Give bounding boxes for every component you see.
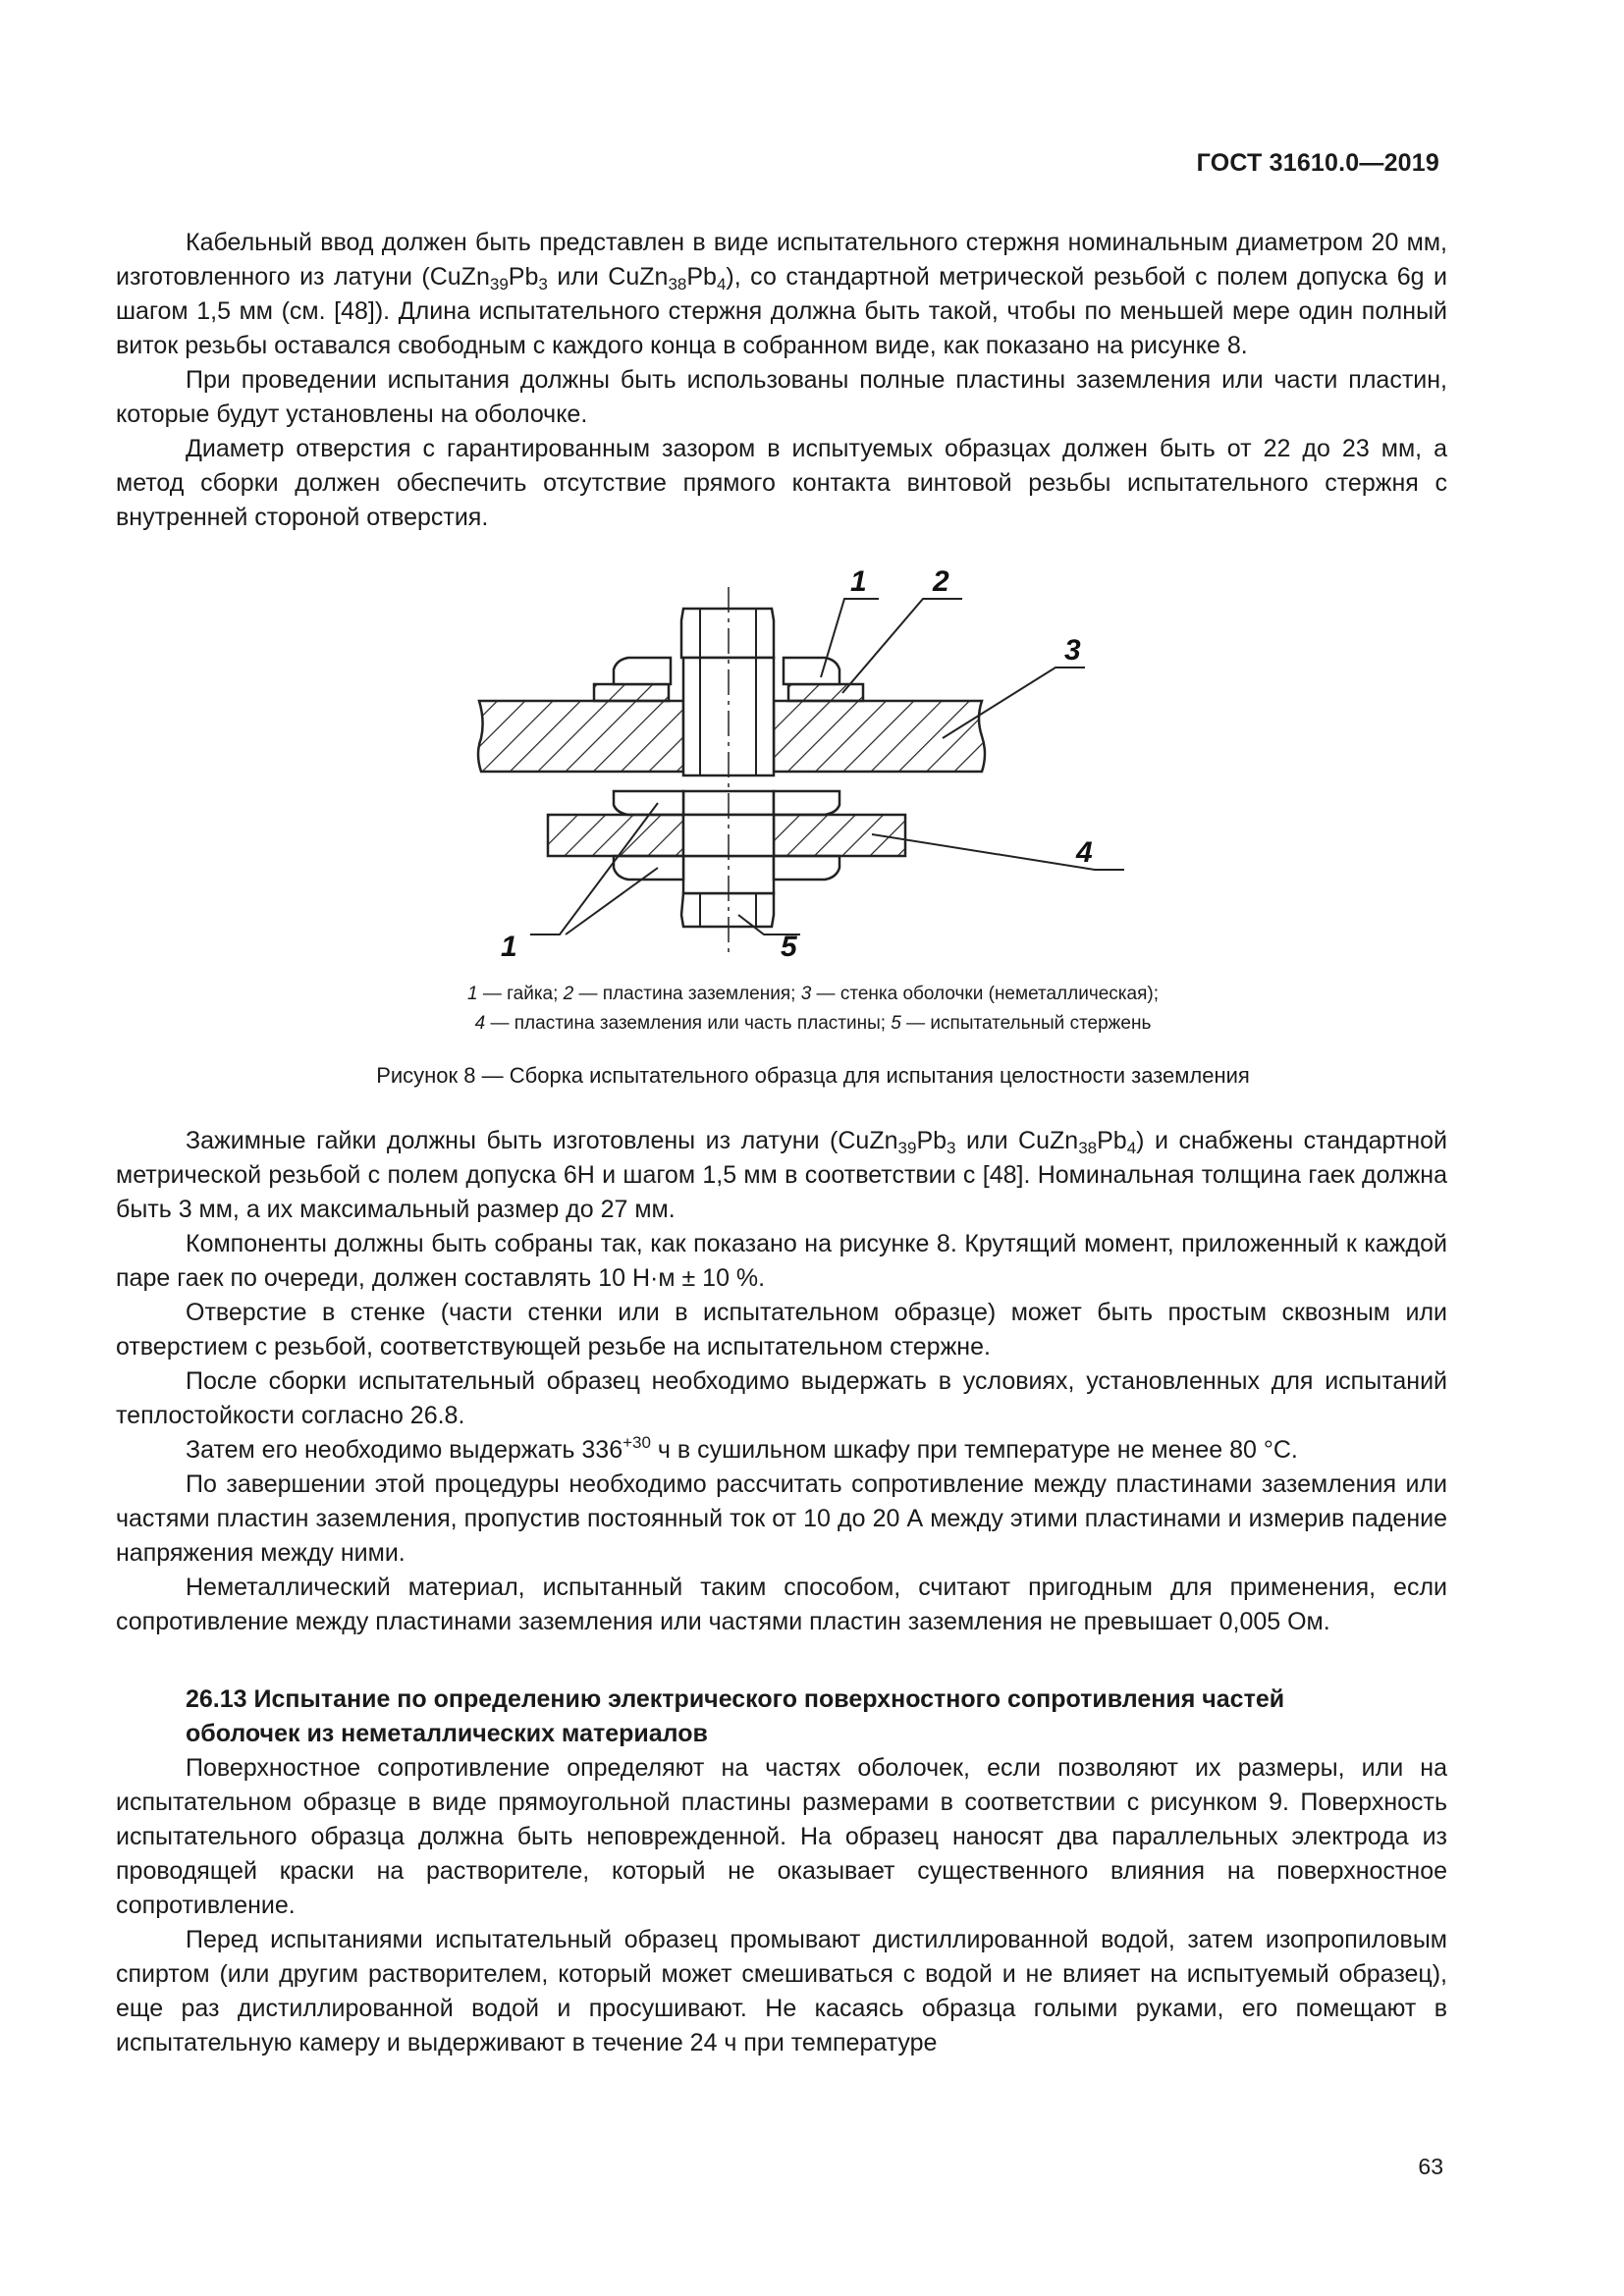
paragraph: Зажимные гайки должны быть изготовлены из латуни ($CuZn_{39}Pb_3$ или $CuZn_{38}Pb_4$) и снабжены стандартной метрической резьбой с полем допуска 6H и шагом 1,5 мм в соответствии с [48]. Номинальная толщина гаек должна быть 3 мм, а их максимальный размер до 27 мм.: [116, 1127, 1447, 1223]
document-code: ГОСТ 31610.0—2019: [1196, 149, 1439, 177]
figure-8-diagram: [461, 569, 1149, 962]
intro-text: [116, 226, 1447, 535]
label-1-bottom: 1: [501, 931, 517, 962]
page-number: 63: [1418, 2154, 1443, 2179]
legend-line-1: 1 — гайка; 2 — пластина заземления; 3 — стенка оболочки (неметаллическая);: [466, 984, 1159, 1004]
paragraph: По завершении этой процедуры необходимо рассчитать сопротивление между пластинами заземления или частями пластин заземления, пропустив постоянный ток от 10 до 20 А между этими пластинами и измерив падение напряжения между ними.: [116, 1470, 1447, 1567]
paragraph: Отверстие в стенке (части стенки или в испытательном образце) может быть простым сквозным или отверстием с резьбой, соответствующей резьбе на испытательном стержне.: [116, 1299, 1447, 1361]
paragraph: Кабельный ввод должен быть представлен в виде испытательного стержня номинальным диаметром 20 мм, изготовленного из латуни ($CuZn_{39}Pb_3$ или $CuZn_{38}Pb_4$), со стандартной метрической резьбой с полем допуска 6g и шагом 1,5 мм (см. [48]). Длина испытательного стержня должна быть такой, чтобы по меньшей мере один полный виток резьбы оставался свободным с каждого конца в собранном виде, как показано на рисунке 8.: [116, 229, 1447, 359]
figure-caption: Рисунок 8 — Сборка испытательного образца для испытания целостности заземления: [376, 1063, 1250, 1088]
paragraph: Перед испытаниями испытательный образец промывают дистиллированной водой, затем изопропиловым спиртом (или другим растворителем, который может смешиваться с водой и не влияет на испытуемый образец), еще раз дистиллированной водой и просушивают. Не касаясь образца голыми руками, его помещают в испытательную камеру и выдерживают в течение 24 ч при температуре: [116, 1926, 1447, 2056]
label-5: 5: [781, 931, 797, 962]
paragraph: При проведении испытания должны быть использованы полные пластины заземления или части пластин, которые будут установлены на оболочке.: [116, 366, 1447, 428]
legend-line-2: 4 — пластина заземления или часть пластины; 5 — испытательный стержень: [474, 1013, 1152, 1034]
paragraph: Затем его необходимо выдержать $336^{+30}$ ч в сушильном шкафу при температуре не менее 80 °С.: [186, 1433, 1298, 1464]
section-26-13: [116, 1682, 1447, 2060]
mid-text: [116, 1124, 1447, 1639]
section-heading: 26.13 Испытание по определению электрического поверхностного сопротивления частей оболочек из неметаллических материалов: [186, 1685, 1285, 1747]
paragraph: Неметаллический материал, испытанный таким способом, считают пригодным для применения, если сопротивление между пластинами заземления или частями пластин заземления не превышает 0,005 Ом.: [116, 1574, 1447, 1635]
figure-legend: [116, 980, 1510, 1039]
label-2: 2: [933, 569, 949, 598]
paragraph: После сборки испытательный образец необходимо выдержать в условиях, установленных для испытаний теплостойкости согласно 26.8.: [116, 1367, 1447, 1429]
grounding-plate-bottom: [548, 815, 905, 856]
paragraph: Поверхностное сопротивление определяют на частях оболочек, если позволяют их размеры, или на испытательном образце в виде прямоугольной пластины размерами в соответствии с рисунком 9. Поверхность испытательного образца должна быть неповрежденной. На образец наносят два параллельных электрода из проводящей краски на растворителе, который не оказывает существенного влияния на поверхностное сопротивление.: [116, 1754, 1447, 1919]
label-3: 3: [1064, 634, 1081, 667]
label-4: 4: [1076, 836, 1093, 869]
label-1-top: 1: [850, 569, 867, 598]
paragraph: Компоненты должны быть собраны так, как показано на рисунке 8. Крутящий момент, приложенный к каждой паре гаек по очереди, должен составлять 10 Н·м ± 10 %.: [116, 1230, 1447, 1292]
paragraph: Диаметр отверстия с гарантированным зазором в испытуемых образцах должен быть от 22 до 23 мм, а метод сборки должен обеспечить отсутствие прямого контакта винтовой резьбы испытательного стержня с внутренней стороной отверстия.: [116, 435, 1447, 531]
test-rod: [681, 609, 774, 927]
